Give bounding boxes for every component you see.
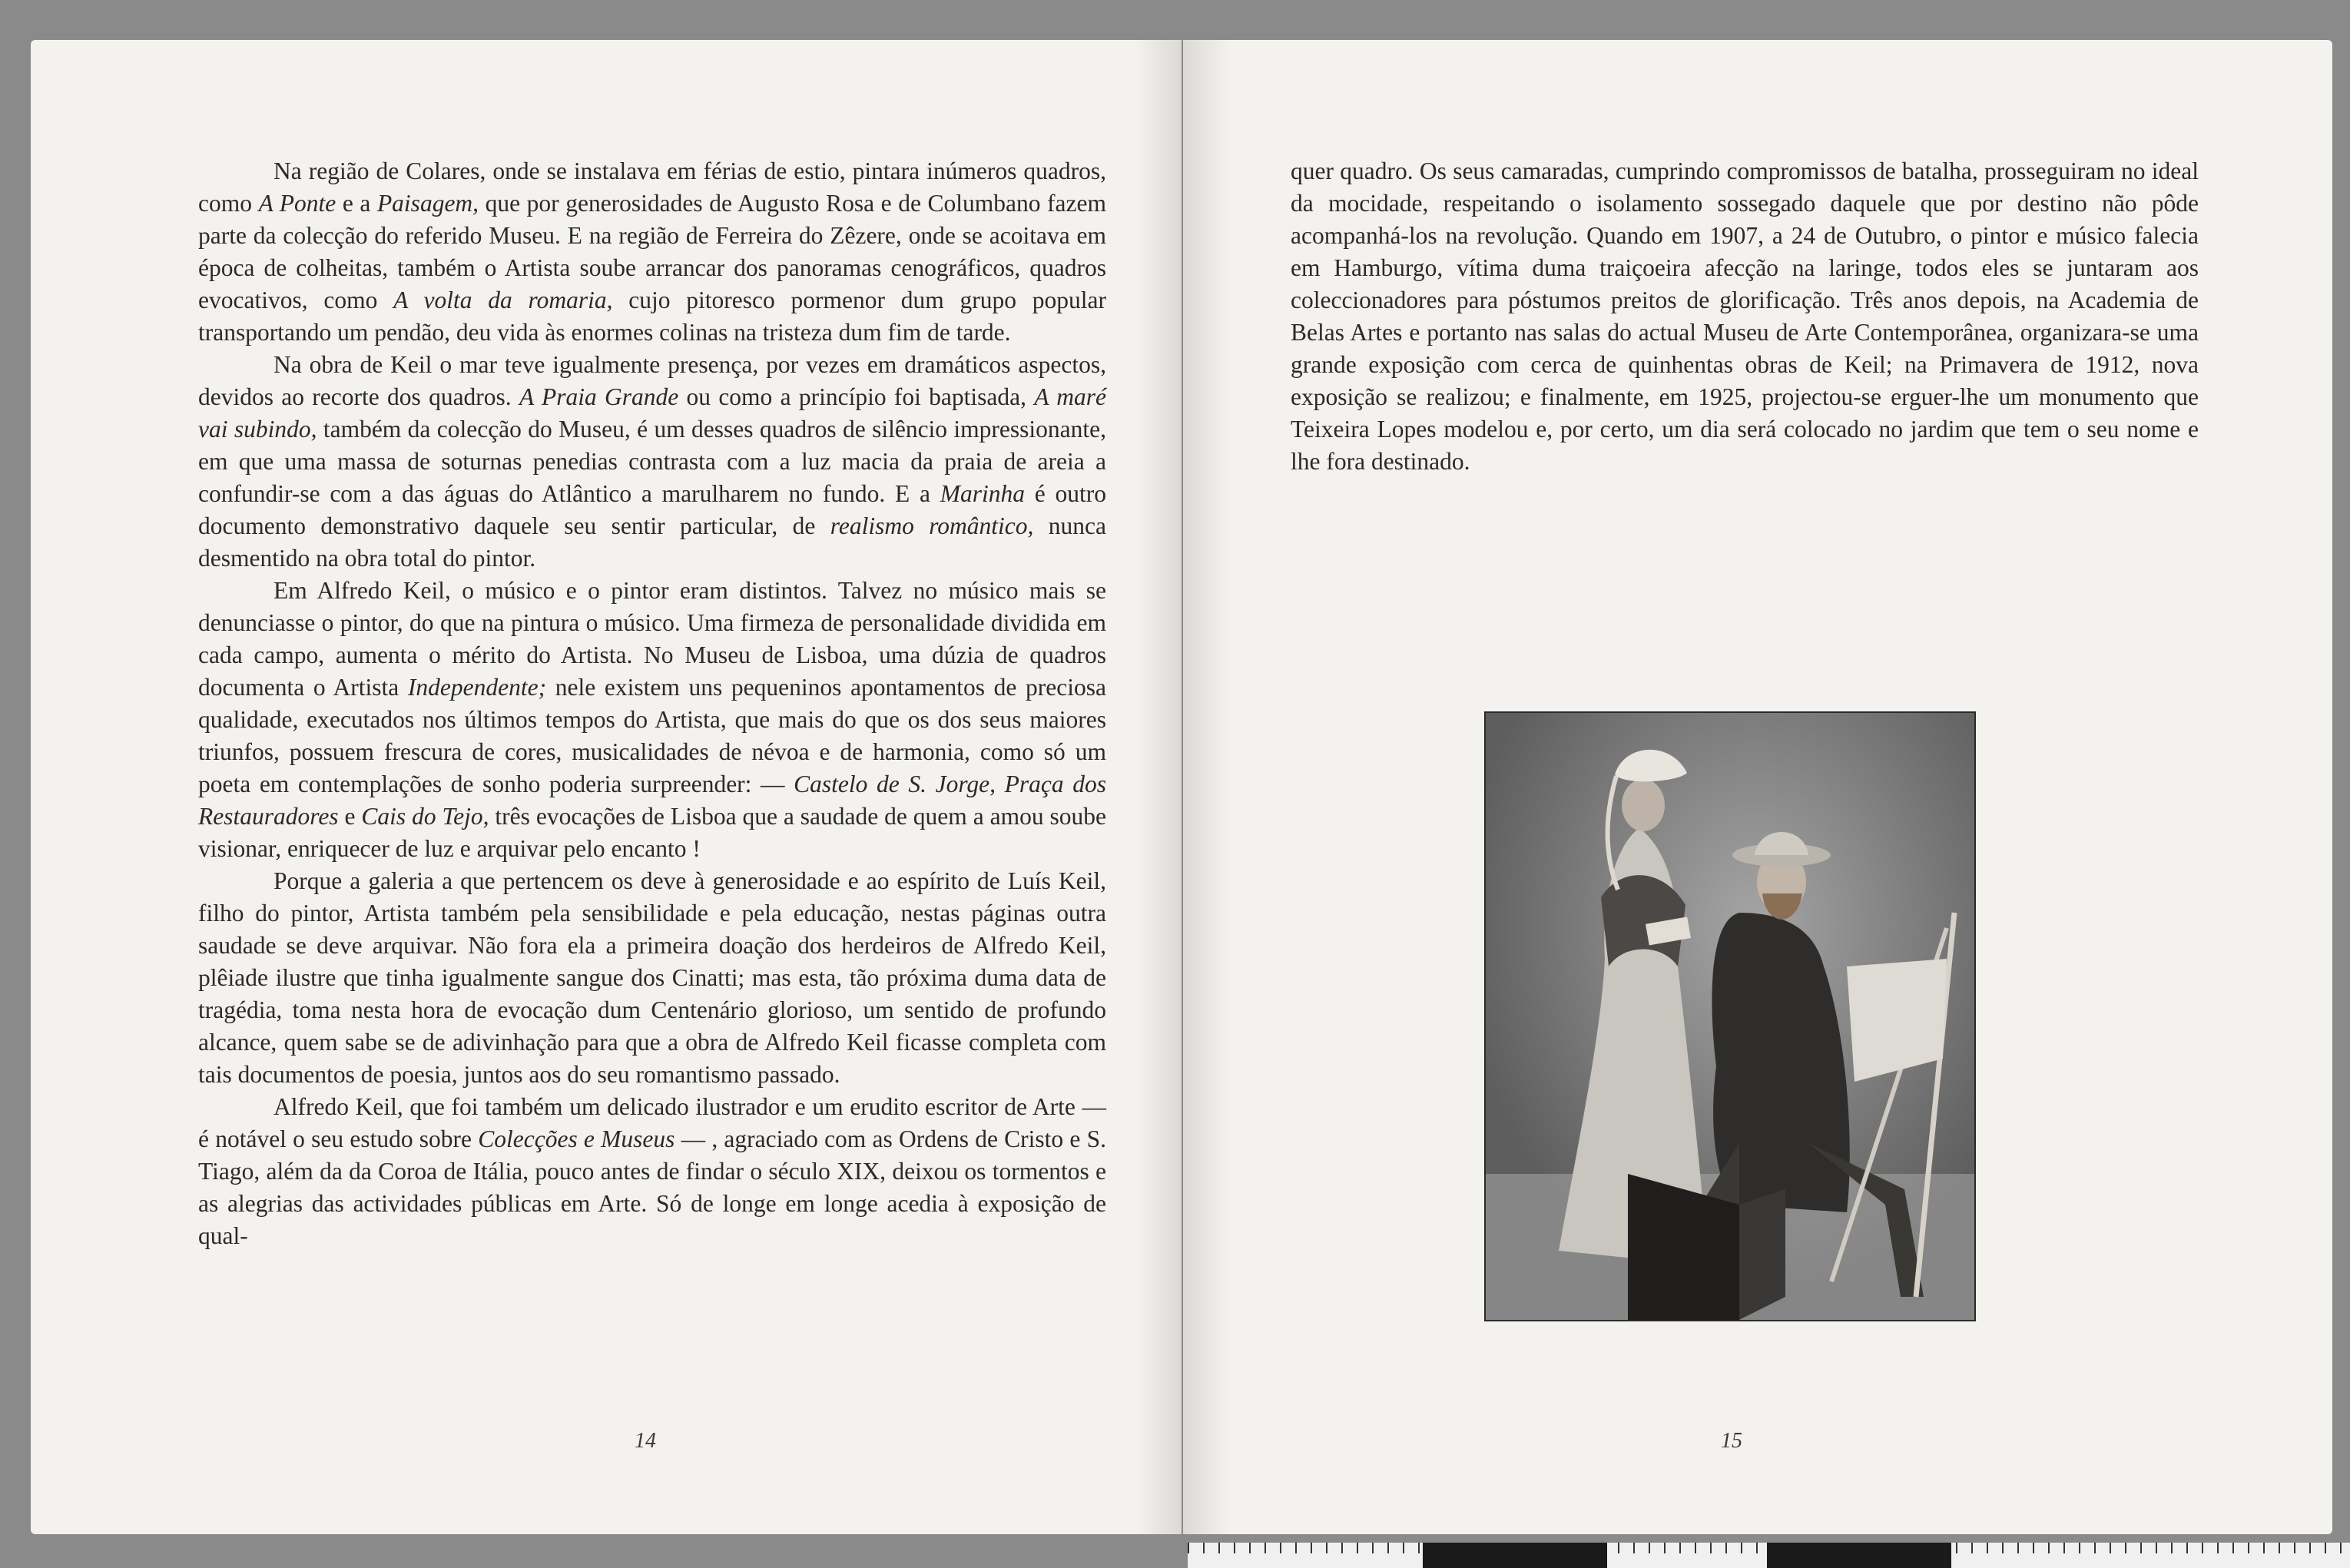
paragraph: Alfredo Keil, que foi também um delicado ilustrador e um erudito escritor de Arte — é notável o seu estudo sobre Colecções e Museus — , agraciado com as Ordens de Cristo e S. Tiago, além da da Coroa de Itália, pouco antes de findar o século XIX, deixou os tormentos e as alegrias das actividades públicas em Arte. Só de longe em longe acedia à exposição de qual- <box>198 1093 1106 1249</box>
right-body-text <box>1291 155 2199 478</box>
page-number-right: 15 <box>1721 1429 1742 1453</box>
gutter-shadow <box>1183 40 1229 1534</box>
scale-ruler-dark-segment <box>1767 1543 1951 1568</box>
paragraph: Porque a galeria a que pertencem os deve à generosidade e ao espírito de Luís Keil, filho do pintor, Artista também pela sensibilidade e pela educação, nestas páginas outra saudade se deve arquivar. Não fora ela a primeira doação dos herdeiros de Alfredo Keil, plêiade ilustre que tinha igualmente sangue dos Cinatti; mas esta, tão próxima duma data de tragédia, toma nesta hora de evocação dum Centenário glorioso, um sentido de profundo alcance, quem sabe se de adivinhação para que a obra de Alfredo Keil ficasse completa com tais documentos de poesia, juntos aos do seu romantismo passado. <box>198 867 1106 1088</box>
paragraph: quer quadro. Os seus camaradas, cumprindo compromissos de batalha, prosseguiram no ideal da mocidade, respeitando o isolamento sossegado daquele que por destino não pôde acompanhá-los na revolução. Quando em 1907, a 24 de Outubro, o pintor e músico falecia em Hamburgo, vítima duma traiçoeira afecção na laringe, todos eles se juntaram aos coleccionadores para póstumos preitos de glorificação. Três anos depois, na Academia de Belas Artes e portanto nas salas do actual Museu de Arte Contemporânea, organizara-se uma grande exposição com cerca de quinhentas obras de Keil; na Primavera de 1912, nova exposição se realizou; e finalmente, em 1925, projectou-se erguer-lhe um monumento que Teixeira Lopes modelou e, por certo, um dia será colocado no jardim que tem o seu nome e lhe fora destinado. <box>1291 157 2199 475</box>
page-number-left: 14 <box>635 1429 656 1453</box>
paragraph: Na obra de Keil o mar teve igualmente presença, por vezes em dramáticos aspectos, devidos ao recorte dos quadros. A Praia Grande ou como a princípio foi baptisada, A maré vai subindo, também da colecção do Museu, é um desses quadros de silêncio impressionante, em que uma massa de soturnas penedias contrasta com a luz macia da praia de areia a confundir-se com a das águas do Atlântico a marulharem no fundo. E a Marinha é outro documento demonstrativo daquele seu sentir particular, de realismo romântico, nunca desmentido na obra total do pintor. <box>198 351 1106 572</box>
left-page <box>31 40 1182 1534</box>
paragraph: Em Alfredo Keil, o músico e o pintor eram distintos. Talvez no músico mais se denunciasse o pintor, do que na pintura o músico. Uma firmeza de personalidade dividida em cada campo, aumenta o mérito do Artista. No Museu de Lisboa, uma dúzia de quadros documenta o Artista Independente; nele existem uns pequeninos apontamentos de preciosa qualidade, executados nos últimos tempos do Artista, que mais do que os dos seus maiores triunfos, possuem frescura de cores, musicalidades de névoa e de harmonia, como só um poeta em contemplações de sonho poderia surpreender: — Castelo de S. Jorge, Praça dos Restauradores e Cais do Tejo, três evocações de Lisboa que a saudade de quem a amou soube visionar, enriquecer de luz e arquivar pelo encanto ! <box>198 577 1107 862</box>
left-body-text <box>198 155 1106 1252</box>
paragraph: Na região de Colares, onde se instalava em férias de estio, pintara inúmeros quadros, como A Ponte e a Paisagem, que por generosidades de Augusto Rosa e de Columbano fazem parte da colecção do referido Museu. E na região de Ferreira do Zêzere, onde se acoitava em época de colheitas, também o Artista soube arrancar dos panoramas cenográficos, quadros evocativos, como A volta da romaria, cujo pitoresco pormenor dum grupo popular transportando um pendão, deu vida às enormes colinas na tristeza dum fim de tarde. <box>198 157 1106 346</box>
right-page <box>1183 40 2332 1534</box>
gutter-shadow <box>1135 40 1182 1534</box>
photograph-painter-at-easel <box>1484 711 1976 1321</box>
scale-ruler-dark-segment <box>1423 1543 1607 1568</box>
photo-illustration <box>1486 713 1974 1320</box>
